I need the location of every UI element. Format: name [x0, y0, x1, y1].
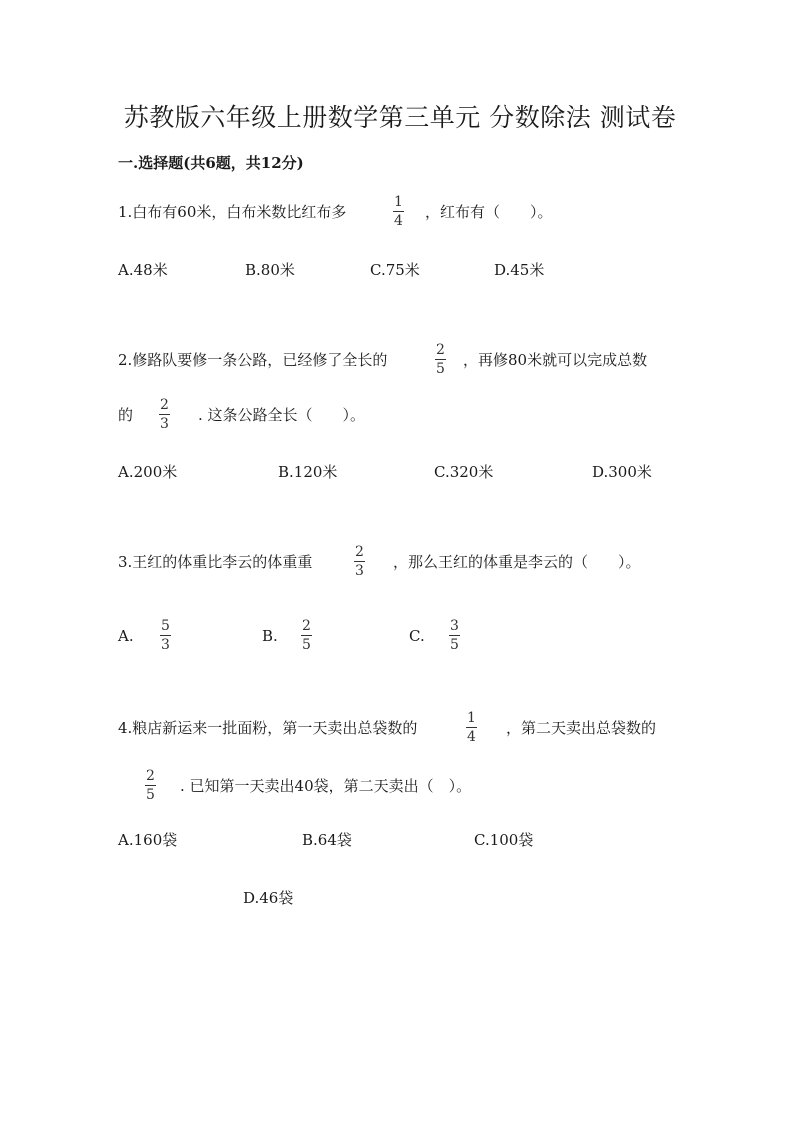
fraction-bar — [354, 561, 365, 562]
q4-fraction-1-numerator: 1 — [467, 710, 476, 726]
q2-fraction-1-denominator: 5 — [436, 361, 445, 377]
q2-option-b[interactable]: B.120米 — [278, 463, 338, 481]
q2-fraction-2 — [159, 397, 170, 432]
q2-fraction-1-numerator: 2 — [436, 342, 445, 358]
q4-fraction-2-numerator: 2 — [146, 768, 155, 784]
q4-fraction-1 — [466, 710, 477, 745]
q2-fraction-2-denominator: 3 — [160, 416, 169, 432]
q4-option-b[interactable]: B.64袋 — [302, 831, 352, 849]
fraction-bar — [435, 359, 446, 360]
q4-text-a: 4.粮店新运来一批面粉，第一天卖出总袋数的 — [118, 719, 418, 737]
q3-option-b-label[interactable]: B. — [262, 627, 278, 645]
q3-option-b-fraction[interactable] — [301, 618, 312, 653]
q3-option-a-label[interactable]: A. — [118, 627, 134, 645]
fraction-bar — [466, 727, 477, 728]
q4-fraction-2 — [145, 768, 156, 803]
q1-text-a: 1.白布有60米，白布米数比红布多 — [118, 203, 347, 221]
q1-text-b: ，红布有（ ）。 — [425, 203, 553, 221]
q3-text-b: ，那么王红的体重是李云的（ ）。 — [393, 553, 641, 571]
q2-fraction-2-numerator: 2 — [160, 397, 169, 413]
fraction-bar — [160, 635, 171, 636]
q4-option-c[interactable]: C.100袋 — [474, 831, 534, 849]
q3-option-c-numerator: 3 — [450, 618, 459, 634]
q4-text-b: ，第二天卖出总袋数的 — [506, 719, 657, 737]
q1-option-b[interactable]: B.80米 — [245, 261, 295, 279]
fraction-bar — [145, 785, 156, 786]
q3-fraction-numerator: 2 — [355, 544, 364, 560]
q2-option-d[interactable]: D.300米 — [592, 463, 652, 481]
q1-option-c[interactable]: C.75米 — [370, 261, 420, 279]
page-title: 苏教版六年级上册数学第三单元 分数除法 测试卷 — [123, 103, 677, 132]
q2-option-c[interactable]: C.320米 — [434, 463, 494, 481]
q2-text-b: ，再修80米就可以完成总数 — [463, 351, 648, 369]
fraction-bar — [159, 414, 170, 415]
q3-option-c-denominator: 5 — [450, 637, 459, 653]
q3-option-c-label[interactable]: C. — [409, 627, 425, 645]
q4-fraction-1-denominator: 4 — [467, 729, 476, 745]
q4-text-c: . 已知第一天卖出40袋，第二天卖出（ ）。 — [180, 777, 472, 795]
q3-option-b-numerator: 2 — [302, 618, 311, 634]
q1-option-a[interactable]: A.48米 — [118, 261, 168, 279]
section-heading: 一.选择题(共6题，共12分) — [118, 154, 304, 172]
q4-fraction-2-denominator: 5 — [146, 787, 155, 803]
fraction-bar — [393, 211, 404, 212]
q1-fraction-numerator: 1 — [394, 194, 403, 210]
fraction-bar — [301, 635, 312, 636]
q2-text-a: 2.修路队要修一条公路，已经修了全长的 — [118, 351, 388, 369]
q4-option-a[interactable]: A.160袋 — [118, 831, 178, 849]
q3-text-a: 3.王红的体重比李云的体重重 — [118, 553, 313, 571]
q3-option-a-denominator: 3 — [161, 637, 170, 653]
q2-text-d: . 这条公路全长（ ）。 — [198, 406, 366, 424]
q2-fraction-1 — [435, 342, 446, 377]
q1-fraction — [393, 194, 404, 229]
q1-option-d[interactable]: D.45米 — [494, 261, 545, 279]
q3-fraction — [354, 544, 365, 579]
q1-fraction-denominator: 4 — [394, 213, 403, 229]
q4-option-d[interactable]: D.46袋 — [243, 889, 294, 907]
q3-option-c-fraction[interactable] — [449, 618, 460, 653]
q3-option-a-fraction[interactable] — [160, 618, 171, 653]
q3-option-a-numerator: 5 — [161, 618, 170, 634]
q2-option-a[interactable]: A.200米 — [118, 463, 178, 481]
q3-fraction-denominator: 3 — [355, 563, 364, 579]
q2-text-c: 的 — [118, 406, 134, 424]
q3-option-b-denominator: 5 — [302, 637, 311, 653]
fraction-bar — [449, 635, 460, 636]
